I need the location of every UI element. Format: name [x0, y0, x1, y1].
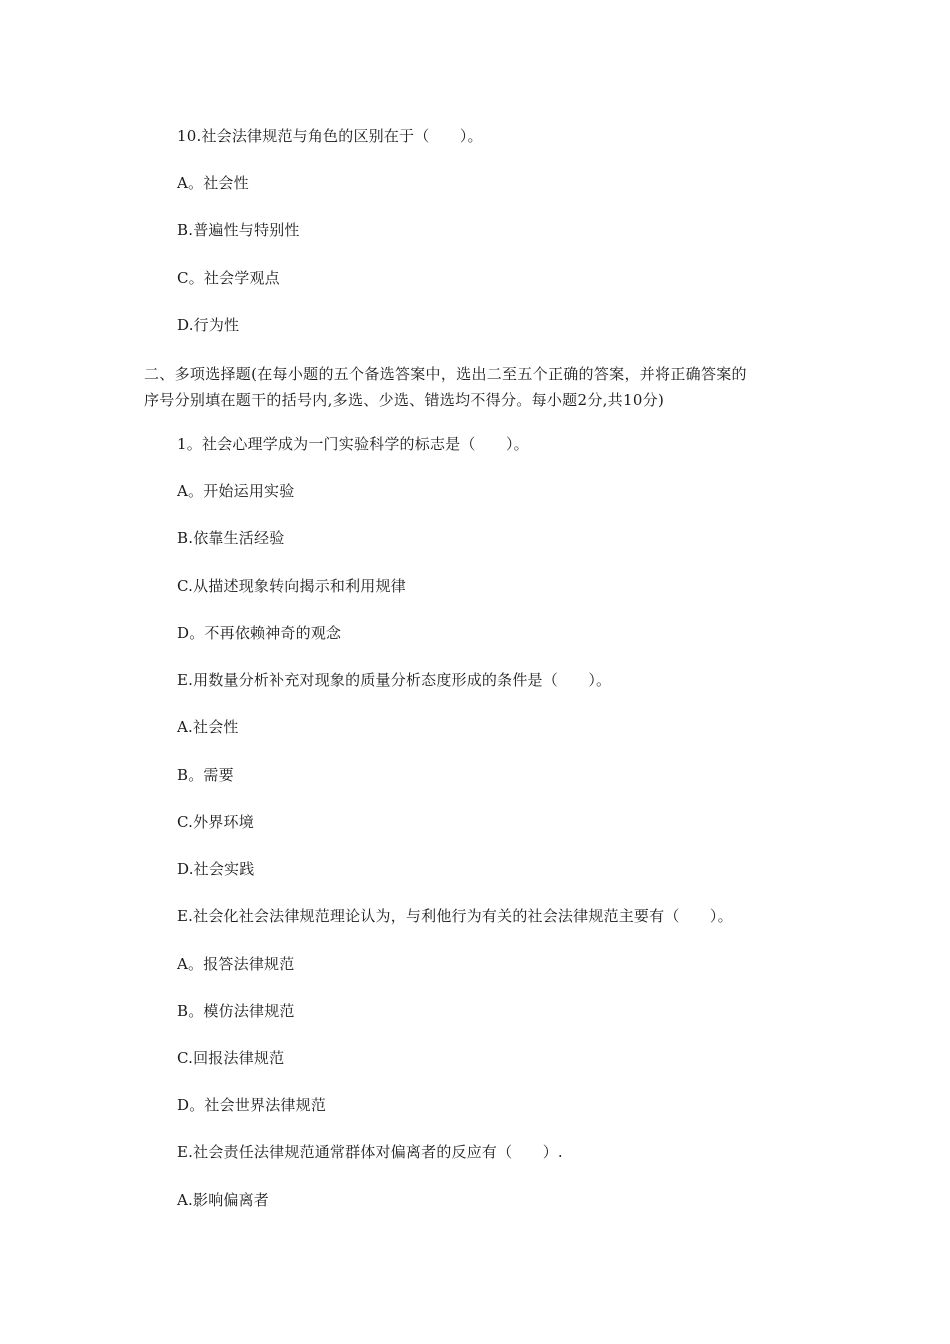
option-c: C。社会学观点 — [177, 269, 280, 287]
option-e-question: E.社会化社会法律规范理论认为，与利他行为有关的社会法律规范主要有（ ）。 — [177, 907, 733, 925]
option-c: C.从描述现象转向揭示和利用规律 — [177, 577, 406, 595]
option-a: A。报答法律规范 — [177, 955, 295, 973]
section-heading-line-2: 序号分别填在题干的括号内,多选、少选、错选均不得分。每小题2分,共10分) — [144, 391, 665, 409]
option-b: B。需要 — [177, 766, 234, 784]
option-e-question: E.用数量分析补充对现象的质量分析态度形成的条件是（ ）。 — [177, 671, 612, 689]
option-b: B。模仿法律规范 — [177, 1002, 295, 1020]
option-c: C.回报法律规范 — [177, 1049, 285, 1067]
option-d: D.社会实践 — [177, 860, 255, 878]
question-10: 10.社会法律规范与角色的区别在于（ ）。 — [177, 127, 483, 145]
option-b: B.普遍性与特别性 — [177, 221, 300, 239]
option-a: A.社会性 — [177, 718, 239, 736]
section-heading-line-1: 二、多项选择题(在每小题的五个备选答案中，选出二至五个正确的答案，并将正确答案的 — [144, 365, 747, 383]
option-a: A。开始运用实验 — [177, 482, 295, 500]
question-1: 1。社会心理学成为一门实验科学的标志是（ ）。 — [177, 435, 529, 453]
option-d: D。社会世界法律规范 — [177, 1096, 327, 1114]
section-heading-multiple-choice — [144, 361, 816, 413]
option-d: D.行为性 — [177, 316, 240, 334]
option-e-question: E.社会责任法律规范通常群体对偏离者的反应有（ ）. — [177, 1143, 563, 1161]
option-c: C.外界环境 — [177, 813, 254, 831]
option-a: A.影响偏离者 — [177, 1191, 270, 1209]
option-a: A。社会性 — [177, 174, 249, 192]
option-b: B.依靠生活经验 — [177, 529, 285, 547]
option-d: D。不再依赖神奇的观念 — [177, 624, 342, 642]
